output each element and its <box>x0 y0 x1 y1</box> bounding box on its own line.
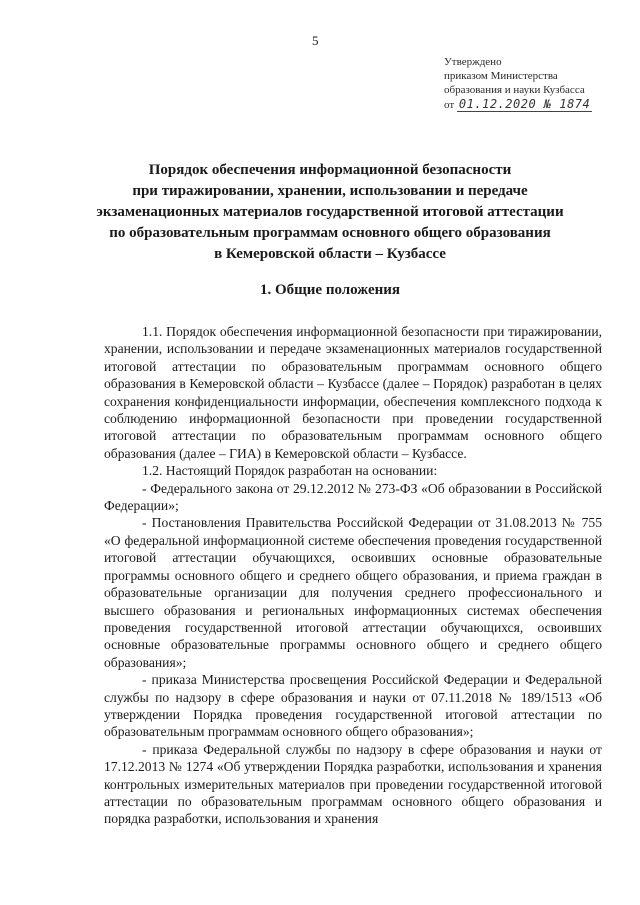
title-line: Порядок обеспечения информационной безопасности <box>148 162 512 178</box>
paragraph: - Федерального закона от 29.12.2012 № 273-ФЗ «Об образовании в Российской Федерации»; <box>104 480 602 514</box>
title-line: в Кемеровской области – Кузбассе <box>214 246 446 262</box>
title-line: экзаменационных материалов государственной итоговой аттестации <box>96 204 564 220</box>
approval-line: приказом Министерства <box>444 70 558 82</box>
approval-line: образования и науки Кузбасса <box>444 84 585 96</box>
approval-from-label: от <box>444 99 455 111</box>
paragraph: - приказа Федеральной службы по надзору в сфере образования и науки от 17.12.2013 № 1274 «Об утверждении Порядка разработки, использования и хранения контрольных измерительных материалов при проведении государственной итоговой аттестации по образовательным программам основного общего образования и порядка разработки, использования и хранения <box>104 741 602 827</box>
title-line: по образовательным программам основного общего образования <box>109 225 551 241</box>
paragraph: 1.2. Настоящий Порядок разработан на основании: <box>142 463 438 479</box>
approval-line: Утверждено <box>444 56 502 68</box>
paragraph: 1.1. Порядок обеспечения информационной безопасности при тиражировании, хранении, использовании и передаче экзаменационных материалов государственной итоговой аттестации по образовательным программам основного общего образования в Кемеровской области – Кузбассе (далее – Порядок) разработан в целях сохранения конфиденциальности информации, обеспечения комплексного подхода к соблюдению информационной безопасности при проведении государственной итоговой аттестации по образовательным программам основного общего образования (далее – ГИА) в Кемеровской области – Кузбассе. <box>104 324 602 461</box>
page-number: 5 <box>312 33 319 48</box>
document-body <box>104 323 602 828</box>
approval-stamp <box>444 55 592 112</box>
title-line: при тиражировании, хранении, использовании и передаче <box>132 183 528 199</box>
paragraph: - Постановления Правительства Российской Федерации от 31.08.2013 № 755 «О федеральной информационной системе обеспечения проведения государственной итоговой аттестации обучающихся, освоивших основные образовательные программы основного общего и среднего общего образования, и приема граждан в образовательные организации для получения среднего профессионального и высшего образования и региональных информационных системах обеспечения проведения государственной итоговой аттестации обучающихся, освоивших основные образовательные программы основного общего и среднего общего образования»; <box>104 515 602 670</box>
section-heading: 1. Общие положения <box>259 282 401 298</box>
handwritten-signature: 01.12.2020 № 1874 <box>458 97 591 111</box>
document-title <box>60 160 600 265</box>
approval-date-line <box>444 97 592 112</box>
paragraph: - приказа Министерства просвещения Российской Федерации и Федеральной службы по надзору в сфере образования и науки от 07.11.2018 № 189/1513 «Об утверждении Порядка проведения государственной итоговой аттестации по образовательным программам основного общего образования»; <box>104 672 602 740</box>
